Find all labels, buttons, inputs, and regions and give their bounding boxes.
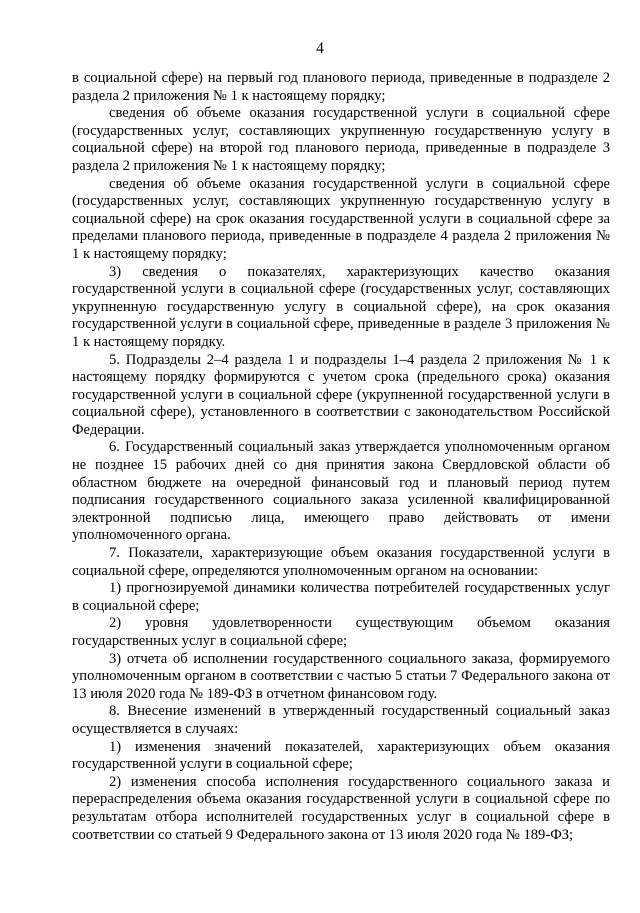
page-number: 4	[316, 40, 324, 57]
paragraph: 1) прогнозируемой динамики количества потребителей государственных услуг в социальной сфере;	[72, 580, 610, 614]
paragraph: 1) изменения значений показателей, характеризующих объем оказания государственной услуги в социальной сфере;	[72, 738, 610, 773]
paragraph: 8. Внесение изменений в утвержденный государственный социальный заказ осуществляется в случаях:	[72, 703, 610, 737]
paragraph: 3) отчета об исполнении государственного социального заказа, формируемого уполномоченным органом в соответствии с частью 5 статьи 7 Федерального закона от 13 июля 2020 года № 189-ФЗ в отчетном финансовом году.	[72, 650, 610, 702]
paragraph: 2) уровня удовлетворенности существующим объемом оказания государственных услуг в социальной сфере;	[72, 615, 610, 649]
paragraph: 7. Показатели, характеризующие объем оказания государственной услуги в социальной сфере, определяются уполномоченным органом на основании:	[72, 545, 610, 579]
paragraph: 3) сведения о показателях, характеризующих качество оказания государственной услуги в социальной сфере (государственных услуг, составляющих укрупненную государственную услугу в социальной сфере), на срок оказания государственной услуги в социальной сфере, приведенные в разделе 3 приложения № 1 к настоящему порядку.	[72, 263, 610, 350]
paragraph: 6. Государственный социальный заказ утверждается уполномоченным органом не позднее 15 рабочих дней со дня принятия закона Свердловской области об областном бюджете на очередной финансовый год и плановый период путем подписания государственного социального заказа усиленной квалифицированной электронной подписью лица, имеющего право действовать от имени уполномоченного органа.	[72, 439, 610, 544]
paragraph: сведения об объеме оказания государственной услуги в социальной сфере (государственных услуг, составляющих укрупненную государственную услугу в социальной сфере) на срок оказания государственной услуги в социальной сфере за пределами планового периода, приведенные в подразделе 4 раздела 2 приложения № 1 к настоящему порядку;	[72, 175, 610, 262]
paragraph: 5. Подразделы 2–4 раздела 1 и подразделы 1–4 раздела 2 приложения № 1 к настоящему порядку формируются с учетом срока (предельного срока) оказания государственной услуги в социальной сфере (укрупненной государственной услуги в социальной сфере), установленного в соответствии с законодательством Российской Федерации.	[72, 351, 610, 438]
paragraph: в социальной сфере) на первый год планового периода, приведенные в подразделе 2 раздела 2 приложения № 1 к настоящему порядку;	[72, 70, 610, 104]
paragraph: 2) изменения способа исполнения государственного социального заказа и перераспределения объема оказания государственной услуги в социальной сфере по результатам отбора исполнителей государственных услуг в социальной сфере в соответствии со статьей 9 Федерального закона от 13 июля 2020 года № 189-ФЗ;	[72, 773, 610, 843]
paragraph: сведения об объеме оказания государственной услуги в социальной сфере (государственных услуг, составляющих укрупненную государственную услугу в социальной сфере) на второй год планового периода, приведенные в подразделе 3 раздела 2 приложения № 1 к настоящему порядку;	[72, 105, 610, 174]
document-body	[72, 70, 610, 844]
